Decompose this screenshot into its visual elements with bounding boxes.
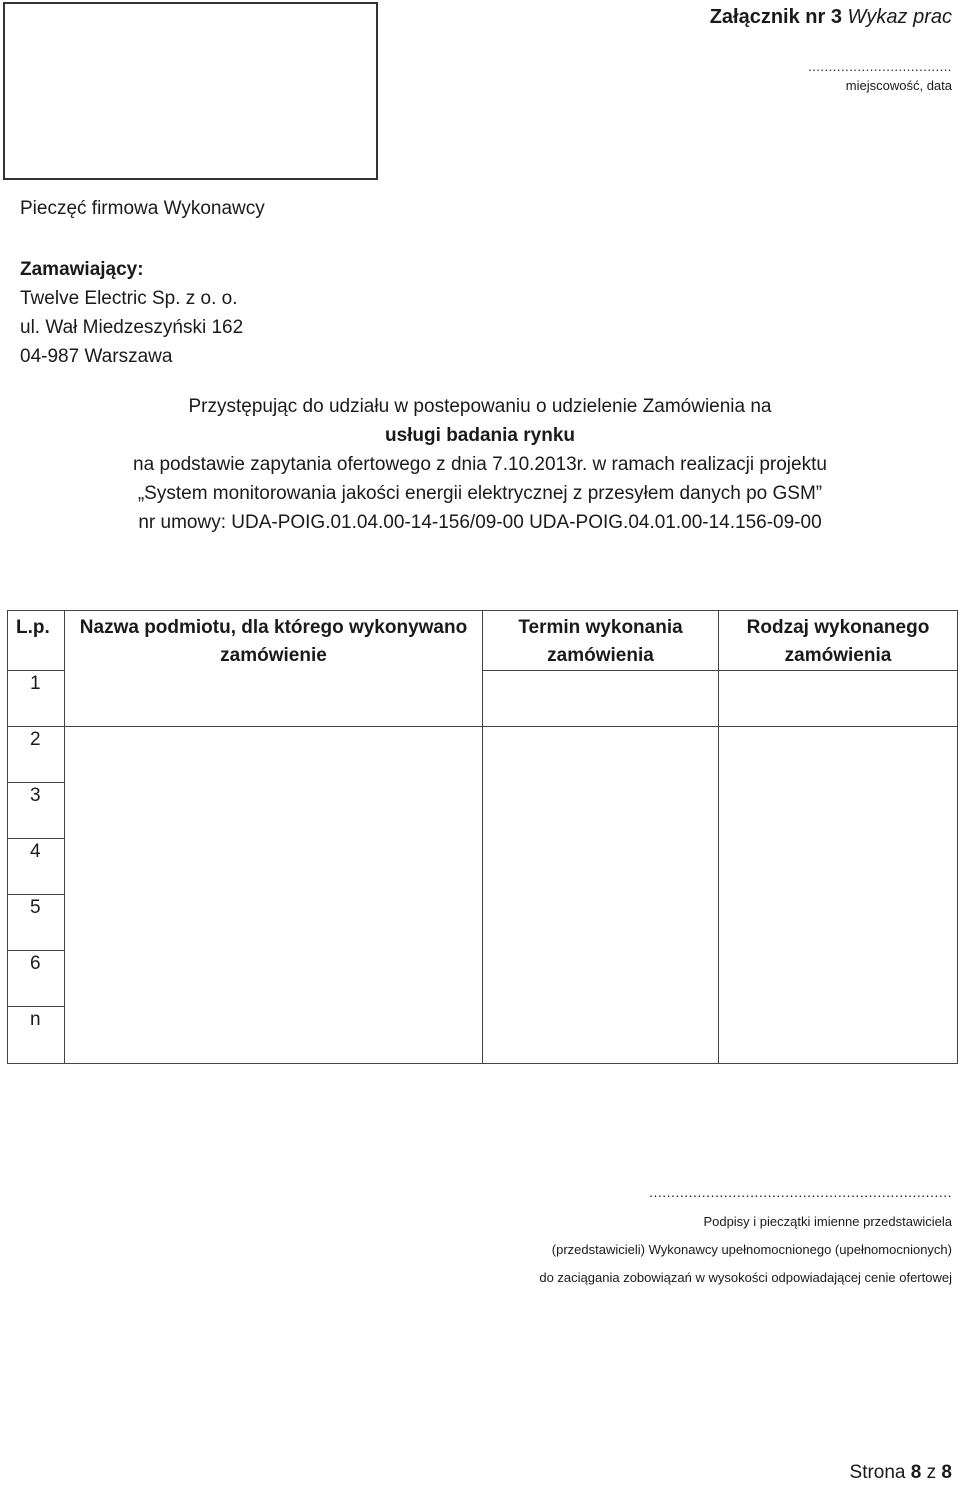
table-header-row (8, 611, 958, 671)
row-number: 3 (8, 783, 65, 839)
stamp-label: Pieczęć firmowa Wykonawcy (20, 198, 265, 219)
intro-line-1: Przystępując do udziału w postepowaniu o udzielenie Zamówienia na (188, 396, 772, 417)
place-date-label: miejscowość, data (845, 78, 952, 93)
header-term: Termin wykonania zamówienia (483, 611, 719, 671)
orderer-title: Zamawiający: (20, 259, 144, 280)
intro-line-3: na podstawie zapytania ofertowego z dnia 7.10.2013r. w ramach realizacji projektu (133, 454, 827, 475)
project-name: „System monitorowania jakości energii elektrycznej z przesyłem danych po GSM” (137, 483, 823, 504)
cell-type[interactable] (719, 671, 958, 727)
cell-term[interactable] (483, 727, 719, 1064)
cell-term[interactable] (483, 671, 719, 727)
annex-title: Załącznik nr 3 Wykaz prac (709, 6, 952, 28)
signature-line-3: do zaciągania zobowiązań w wysokości odpowiadającej cenie ofertowej (539, 1270, 952, 1285)
page-number: 8 (910, 1462, 922, 1483)
row-number: 4 (8, 839, 65, 895)
orderer-name: Twelve Electric Sp. z o. o. (20, 288, 238, 309)
intro-paragraph (0, 392, 960, 537)
orderer-block (20, 255, 243, 371)
header-entity-name: Nazwa podmiotu, dla którego wykonywano zamówienie (65, 611, 483, 727)
signature-block (539, 1178, 952, 1292)
row-number: 5 (8, 895, 65, 951)
row-number: n (8, 1007, 65, 1064)
row-number: 1 (8, 671, 65, 727)
document-header (710, 6, 952, 93)
orderer-city: 04-987 Warszawa (20, 346, 173, 367)
contract-number: nr umowy: UDA-POIG.01.04.00-14-156/09-00 UDA-POIG.04.01.00-14.156-09-00 (138, 512, 822, 533)
table-row (8, 727, 958, 783)
page-total: 8 (941, 1462, 952, 1483)
header-lp: L.p. (8, 611, 65, 671)
signature-line-1: Podpisy i pieczątki imienne przedstawiciela (703, 1214, 952, 1229)
row-number: 2 (8, 727, 65, 783)
cell-type[interactable] (719, 727, 958, 1064)
page-footer (850, 1462, 952, 1484)
signature-dots: ..................................................................... (649, 1184, 952, 1200)
page-prefix: Strona (849, 1462, 906, 1483)
cell-entity-name[interactable] (65, 727, 483, 1064)
intro-service: usługi badania rynku (384, 425, 576, 446)
signature-line-2: (przedstawicieli) Wykonawcy upełnomocnionego (upełnomocnionych) (551, 1242, 952, 1257)
company-stamp-box (3, 2, 378, 180)
place-date-dots: ................................... (808, 59, 952, 74)
page-of: z (926, 1462, 937, 1483)
orderer-street: ul. Wał Miedzeszyński 162 (20, 317, 244, 338)
header-type: Rodzaj wykonanego zamówienia (719, 611, 958, 671)
works-table (7, 610, 958, 1064)
row-number: 6 (8, 951, 65, 1007)
